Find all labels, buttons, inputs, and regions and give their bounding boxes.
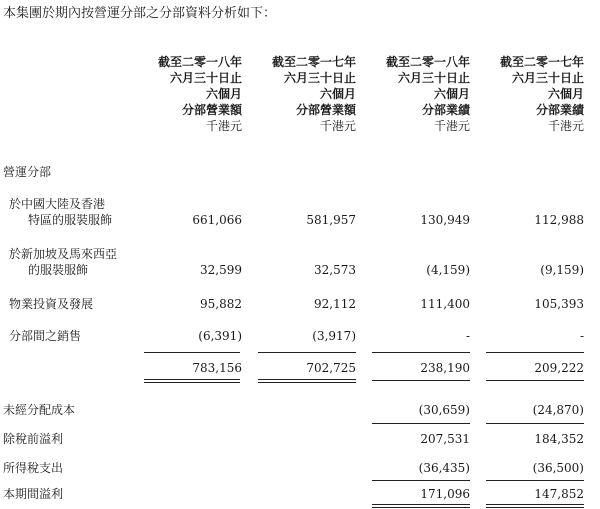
column-header-turnover-2018 xyxy=(130,54,242,134)
divider xyxy=(486,380,584,381)
summary-label: 所得稅支出 xyxy=(3,461,64,475)
divider xyxy=(144,379,240,380)
col-date: 六月三十日止 xyxy=(397,71,470,85)
table-cell: (4,159) xyxy=(426,263,470,277)
summary-label: 本期間溢利 xyxy=(3,487,64,501)
divider xyxy=(486,423,584,424)
divider xyxy=(372,380,470,381)
col-unit: 千港元 xyxy=(433,119,470,133)
col-measure: 分部營業額 xyxy=(295,103,356,117)
divider xyxy=(258,379,356,380)
col-months: 六個月 xyxy=(319,87,356,101)
table-cell: (3,917) xyxy=(312,329,356,343)
table-cell: - xyxy=(465,329,470,343)
row-label-continued: 的服裝服飾 xyxy=(28,263,89,277)
divider xyxy=(144,352,240,353)
summary-cell: 147,852 xyxy=(534,487,584,501)
subtotal-cell: 238,190 xyxy=(420,361,470,375)
table-cell: 661,066 xyxy=(192,213,242,227)
divider xyxy=(372,352,470,353)
divider xyxy=(372,480,470,481)
table-cell: 112,988 xyxy=(534,213,584,227)
summary-label: 未經分配成本 xyxy=(3,403,76,417)
col-date: 六月三十日止 xyxy=(169,71,242,85)
divider xyxy=(144,382,240,383)
row-label: 分部間之銷售 xyxy=(9,329,82,343)
col-months: 六個月 xyxy=(433,87,470,101)
table-cell: 130,949 xyxy=(420,213,470,227)
col-months: 六個月 xyxy=(547,87,584,101)
summary-label: 除稅前溢利 xyxy=(3,432,64,446)
divider xyxy=(258,352,356,353)
column-header-results-2018 xyxy=(358,54,470,134)
col-period: 截至二零一八年 xyxy=(385,55,470,69)
summary-cell: (36,500) xyxy=(532,461,584,475)
table-cell: - xyxy=(579,329,584,343)
divider xyxy=(486,504,584,505)
divider xyxy=(372,423,470,424)
intro-text: 本集團於期內按營運分部之分部資料分析如下： xyxy=(3,6,277,21)
summary-cell: (24,870) xyxy=(532,403,584,417)
row-label: 物業投資及發展 xyxy=(9,297,94,311)
section-title: 營運分部 xyxy=(3,165,52,179)
divider xyxy=(258,382,356,383)
table-cell: 111,400 xyxy=(420,297,470,311)
col-date: 六月三十日止 xyxy=(511,71,584,85)
summary-cell: 171,096 xyxy=(420,487,470,501)
row-label: 於新加坡及馬來西亞 xyxy=(9,247,118,261)
col-date: 六月三十日止 xyxy=(283,71,356,85)
col-period: 截至二零一七年 xyxy=(499,55,584,69)
column-header-results-2017 xyxy=(472,54,584,134)
col-unit: 千港元 xyxy=(205,119,242,133)
subtotal-cell: 783,156 xyxy=(192,361,242,375)
divider xyxy=(486,480,584,481)
col-unit: 千港元 xyxy=(319,119,356,133)
divider xyxy=(486,352,584,353)
subtotal-cell: 209,222 xyxy=(534,361,584,375)
divider xyxy=(486,507,584,508)
subtotal-cell: 702,725 xyxy=(306,361,356,375)
table-cell: 105,393 xyxy=(534,297,584,311)
divider xyxy=(372,507,470,508)
summary-cell: (30,659) xyxy=(418,403,470,417)
summary-cell: 184,352 xyxy=(534,432,584,446)
col-months: 六個月 xyxy=(205,87,242,101)
divider xyxy=(372,504,470,505)
col-measure: 分部業績 xyxy=(535,103,584,117)
table-cell: 32,573 xyxy=(314,263,356,277)
table-cell: (9,159) xyxy=(540,263,584,277)
row-label: 於中國大陸及香港 xyxy=(9,197,106,211)
col-period: 截至二零一八年 xyxy=(157,55,242,69)
col-measure: 分部營業額 xyxy=(181,103,242,117)
col-unit: 千港元 xyxy=(547,119,584,133)
col-measure: 分部業績 xyxy=(421,103,470,117)
table-cell: (6,391) xyxy=(198,329,242,343)
row-label-continued: 特區的服裝服飾 xyxy=(28,213,113,227)
table-cell: 32,599 xyxy=(200,263,242,277)
table-cell: 92,112 xyxy=(314,297,356,311)
summary-cell: (36,435) xyxy=(418,461,470,475)
table-cell: 581,957 xyxy=(306,213,356,227)
col-period: 截至二零一七年 xyxy=(271,55,356,69)
column-header-turnover-2017 xyxy=(244,54,356,134)
table-cell: 95,882 xyxy=(200,297,242,311)
summary-cell: 207,531 xyxy=(420,432,470,446)
